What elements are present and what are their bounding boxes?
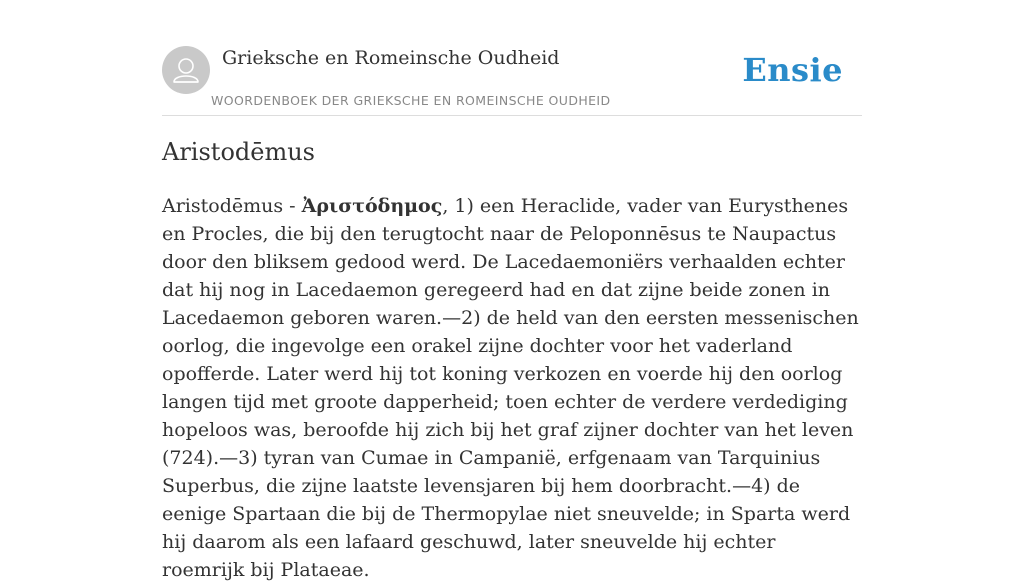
header-divider (162, 115, 862, 116)
entry-separator: - (283, 195, 302, 217)
entry-body (162, 192, 862, 584)
source-avatar[interactable] (162, 46, 210, 94)
entry-term: Aristodēmus (162, 195, 284, 217)
source-title[interactable]: Grieksche en Romeinsche Oudheid (222, 47, 560, 69)
source-subtitle: WOORDENBOEK DER GRIEKSCHE EN ROMEINSCHE OUDHEID (211, 93, 611, 108)
ensie-logo[interactable]: Ensie (742, 51, 843, 89)
entry-title: Aristodēmus (162, 138, 315, 166)
user-icon (162, 46, 210, 94)
entry-text: , 1) een Heraclide, vader van Eurysthenes en Procles, die bij den terugtocht naar de Peloponnēsus te Naupactus door den bliksem gedood werd. De Lacedaemoniërs verhaalden echter dat hij nog in Lacedaemon geregeerd had en dat zijne beide zonen in Lacedaemon geboren waren.—2) de held van den eersten messenischen oorlog, die ingevolge een orakel zijne dochter voor het vaderland opofferde. Later werd hij tot koning verkozen en voerde hij den oorlog langen tijd met groote dapperheid; toen echter de verdere verdediging hopeloos was, beroofde hij zich bij het graf zijner dochter van het leven (724).—3) tyran van Cumae in Campanië, erfgenaam van Tarquinius Superbus, die zijne laatste levensjaren bij hem doorbracht.—4) de eenige Spartaan die bij de Thermopylae niet sneuvelde; in Sparta werd hij daarom als een lafaard geschuwd, later sneuvelde hij echter roemrijk bij Plataeae. (162, 195, 859, 581)
header (162, 46, 862, 116)
entry-greek-term: Ἀριστόδημος (301, 195, 443, 217)
